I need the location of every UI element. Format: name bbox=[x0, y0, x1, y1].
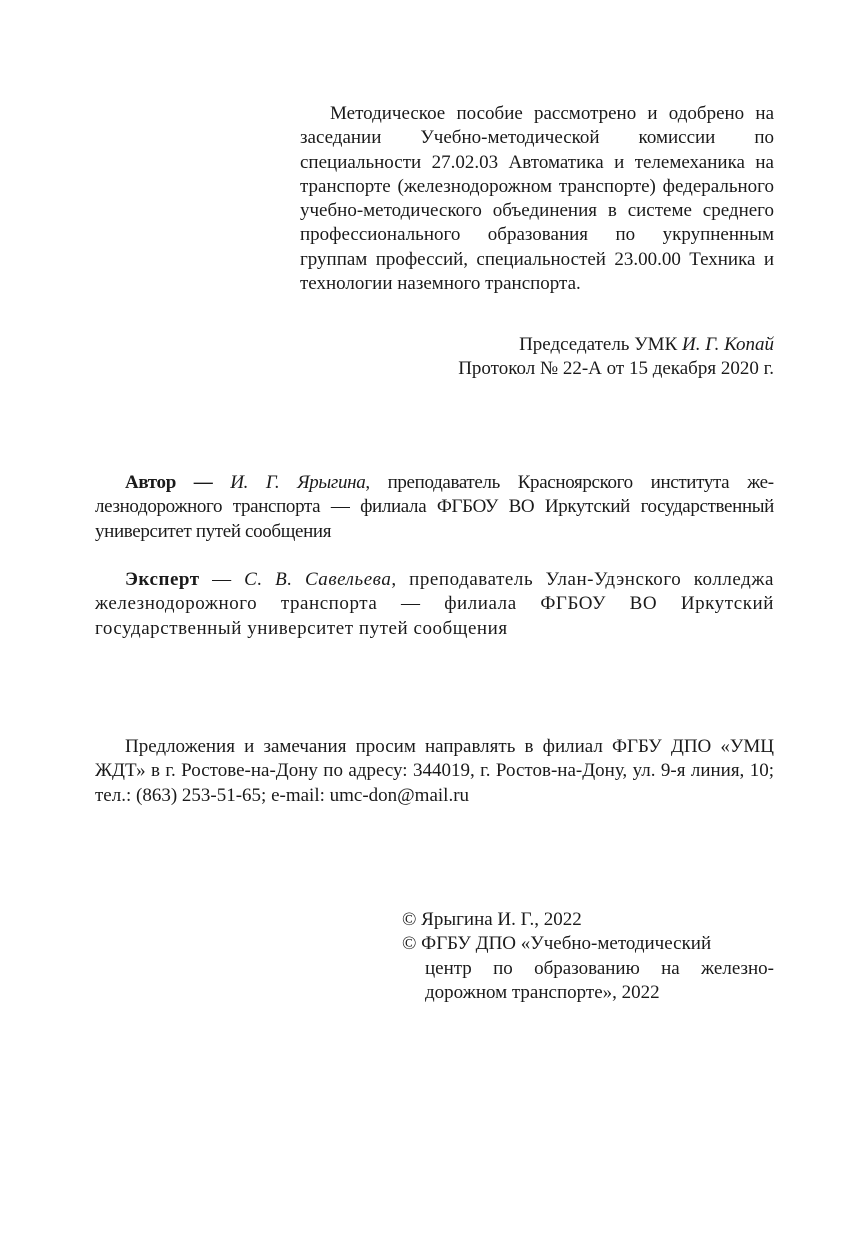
author-block bbox=[95, 471, 774, 544]
chair-line bbox=[380, 333, 774, 357]
umk-signoff bbox=[380, 333, 774, 382]
expert-label: Эксперт bbox=[125, 569, 200, 590]
suggestions-block bbox=[95, 735, 774, 808]
expert-name: С. В. Савельева bbox=[244, 569, 392, 590]
copyright-block bbox=[402, 908, 774, 1005]
copyright-publisher-rest: центр по образованию на железнодорожном транспорте», 2022 bbox=[425, 957, 774, 1003]
author-name: И. Г. Ярыгина bbox=[230, 472, 366, 493]
expert-paragraph bbox=[95, 568, 774, 641]
chair-name: И. Г. Копай bbox=[682, 334, 774, 355]
author-label: Автор bbox=[125, 472, 176, 493]
expert-description: , преподаватель Улан-Удэнского колледжа железнодорожного транспорта — филиала ФГБОУ ВО Иркутский государственный университет путей сообщения bbox=[95, 569, 774, 639]
author-paragraph bbox=[95, 471, 774, 544]
approval-text: Методическое пособие рассмотрено и одобрено на заседании Учебно-методической комиссии по специальности 27.02.03 Автоматика и телемеханика на транспорте (железнодорожном транспорте) федерального учебно-методического объединения в системе среднего профессионального образования по укрупненным группам профессий, специальностей 23.00.00 Техника и технологии наземного транспорта. bbox=[300, 103, 774, 295]
copyright-publisher-first: © ФГБУ ДПО «Учебно-методический bbox=[402, 933, 712, 955]
author-description: , преподаватель Красноярского института железнодорожного транспорта — филиала ФГБОУ ВО Иркутский государственный университет путей сообщения bbox=[95, 472, 775, 542]
protocol-line: Протокол № 22-А от 15 декабря 2020 г. bbox=[458, 358, 774, 380]
author-dash: — bbox=[175, 472, 231, 493]
expert-dash: — bbox=[199, 569, 245, 590]
approval-note bbox=[300, 102, 774, 296]
suggestions-text: Предложения и замечания просим направлять в филиал ФГБУ ДПО «УМЦ ЖДТ» в г. Ростове-на-Дону по адресу: 344019, г. Ростов-на-Дону, ул. 9-я линия, 10; тел.: (863) 253-51-65; e-mail: umc-don@mail.ru bbox=[95, 736, 774, 806]
chair-prefix: Председатель УМК bbox=[519, 334, 678, 355]
expert-block bbox=[95, 568, 774, 641]
copyright-author: © Ярыгина И. Г., 2022 bbox=[402, 909, 582, 930]
